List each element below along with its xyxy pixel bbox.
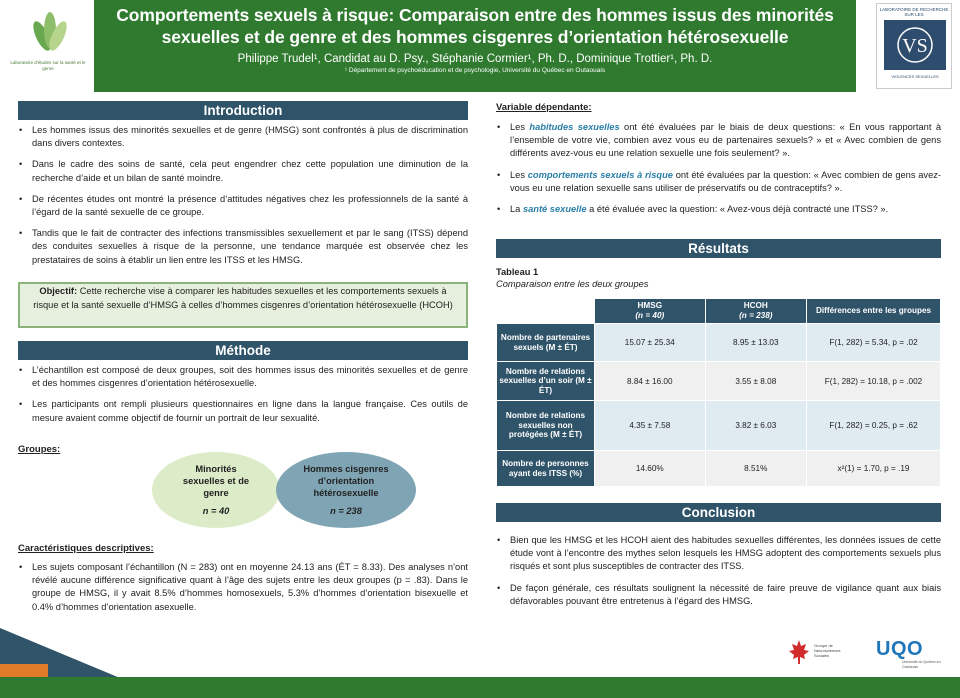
table-row <box>497 362 941 401</box>
objective-box <box>18 282 468 328</box>
header <box>0 0 960 92</box>
group-n: n = 40 <box>202 506 230 516</box>
results-table <box>496 298 941 487</box>
row-label: Nombre de relations sexuelles non protégées (M ± ÉT) <box>497 401 595 451</box>
cell-diff: F(1, 282) = 5.34, p = .02 <box>807 324 941 362</box>
introduction-bullet: • Tandis que le fait de contracter des infections transmissibles sexuellement et par le sang (ITSS) dépend des conduites sexuelles à risque de la personne, une tendance marquée est observée chez les prestataires de soins à établir un lien entre les ITSS et les HMSG. <box>18 227 468 267</box>
grn-logo-text: Groupe de Neurosciences Sociales <box>814 643 841 658</box>
bullet-text: ont été évaluées par le biais de deux questions: « En vous rapportant à l’ensemble de votre vie, combien avez vous eu de partenaires sexuels? » et « Avec combien de gens différents avez-vous eu une relation sexuelle une fois seulement? ». <box>510 122 941 159</box>
conclusion-bullet: • Bien que les HMSG et les HCOH aient des habitudes sexuelles différentes, les données issues de cette étude vont à l’encontre des mythes selon lesquels les HMSG adoptent des comportements sexuels plus risqués et sont plus susceptibles de contracter des ITSS. <box>496 534 941 574</box>
cell-hcoh: 8.51% <box>705 451 806 487</box>
introduction-bullet: • Dans le cadre des soins de santé, cela peut engendrer chez cette population une diminution de la recherche d’aide et un bilan de santé moindre. <box>18 158 468 184</box>
col-header-text: HCOH <box>743 301 768 310</box>
col-header-hmsg <box>595 299 706 324</box>
row-label: Nombre de partenaires sexuels (M ± ÉT) <box>497 324 595 362</box>
lab-logo-caption: Laboratoire d'études sur la santé et le genre <box>10 60 86 71</box>
highlight-text: santé sexuelle <box>522 204 587 215</box>
cell-hcoh: 8.95 ± 13.03 <box>705 324 806 362</box>
uqo-logo: UQO <box>876 638 924 660</box>
footer-bar <box>0 677 960 698</box>
table-header-row <box>497 299 941 324</box>
caracteristiques-bullet: • Les sujets composant l’échantillon (N = 283) ont en moyenne 24.13 ans (ÉT = 8.33). Des analyses n’ont révélé aucune différence significative quant à l’âge des sujets entre les deux groupes (p = .83). Dans le groupe de HMSG, il y avait 8.5% d’hommes homosexuels, 5.3% d’hommes d’orientation bisexuelle et 0.4% d’hommes d’orientation asexuelle. <box>18 561 468 614</box>
cell-hmsg: 8.84 ± 16.00 <box>595 362 706 401</box>
vs-monogram-icon <box>884 20 946 70</box>
caracteristiques-label: Caractéristiques descriptives: <box>18 543 154 554</box>
group-name: Hommes cisgenres d’orientation hétérosexuelle <box>303 464 389 498</box>
maple-leaf-icon <box>787 638 811 666</box>
introduction-list <box>18 124 468 275</box>
col-header-diff: Différences entre les groupes <box>807 299 941 324</box>
groupes-label: Groupes: <box>18 444 61 455</box>
variable-bullet <box>496 203 941 216</box>
group-ellipse-hmsg <box>152 452 280 528</box>
methode-list <box>18 364 468 433</box>
resultats-heading: Résultats <box>496 239 941 258</box>
methode-bullet: • Les participants ont rempli plusieurs questionnaires en ligne dans la langue française. Ces outils de mesure avaient comme objectif de fournir un portrait de leur sexualité. <box>18 398 468 424</box>
poster-title-line-2: sexuelles et de genre et des hommes cisgenres d’orientation hétérosexuelle <box>161 27 789 47</box>
cell-hcoh: 3.55 ± 8.08 <box>705 362 806 401</box>
cell-diff: F(1, 282) = 0.25, p = .62 <box>807 401 941 451</box>
cell-hmsg: 4.35 ± 7.58 <box>595 401 706 451</box>
bullet-text: ont été évaluées par la question: « Avec combien de gens avez-vous eu une relation sexuelle sans utiliser de préservatifs ou de contraceptifs? ». <box>510 169 941 193</box>
uqo-logo-subtitle: Université du Québec en Outaouais <box>902 660 941 669</box>
variable-bullet <box>496 169 941 195</box>
col-header-n: (n = 238) <box>739 311 773 320</box>
variable-bullet <box>496 121 941 161</box>
table-number: Tableau 1 <box>496 267 539 277</box>
lab-logo <box>6 6 90 86</box>
corner-accent <box>0 664 48 678</box>
variable-list <box>496 121 941 224</box>
objective-text: Cette recherche vise à comparer les habitudes sexuelles et les comportements sexuels à risque et la santé sexuelle d’HMSG à celles d’hommes cisgenres d’orientation hétérosexuelle (HCOH) <box>33 286 453 310</box>
methode-bullet: • L’échantillon est composé de deux groupes, soit des hommes issus des minorités sexuelles et de genre et des hommes cisgenres d’orientation hétérosexuelle. <box>18 364 468 390</box>
bullet-text: a été évaluée avec la question: « Avez-vous déjà contracté une ITSS? ». <box>586 204 889 215</box>
variable-dependante-label: Variable dépendante: <box>496 102 592 113</box>
bullet-text: Les <box>510 122 530 132</box>
vs-monogram-text: VS <box>902 35 928 57</box>
caracteristiques-list <box>18 561 468 622</box>
col-header-n: (n = 40) <box>635 311 665 320</box>
group-n: n = 238 <box>330 506 362 516</box>
conclusion-bullet: • De façon générale, ces résultats soulignent la nécessité de faire preuve de vigilance quant aux biais défavorables pouvant être entretenus à l’égard des HMSG. <box>496 582 941 608</box>
row-label: Nombre de personnes ayant des ITSS (%) <box>497 451 595 487</box>
cell-hmsg: 15.07 ± 25.34 <box>595 324 706 362</box>
table-row <box>497 451 941 487</box>
leaf-logo-icon <box>6 6 90 62</box>
conclusion-heading: Conclusion <box>496 503 941 522</box>
lrvs-logo <box>876 3 952 89</box>
group-ellipse-hcoh <box>276 452 416 528</box>
highlight-text: comportements sexuels à risque <box>527 169 673 180</box>
conclusion-list <box>496 534 941 616</box>
table-row <box>497 324 941 362</box>
highlight-text: habitudes sexuelles <box>529 122 620 132</box>
table-title: Comparaison entre les deux groupes <box>496 279 649 289</box>
bullet-text: Les <box>510 169 528 180</box>
poster-title-line-1: Comportements sexuels à risque: Comparaison entre des hommes issus des minorités <box>116 5 834 25</box>
table-row <box>497 401 941 451</box>
table-corner-cell <box>497 299 595 324</box>
introduction-bullet: • De récentes études ont montré la présence d’attitudes négatives chez les professionnels de la santé à l’égard de la santé sexuelle de ce groupe. <box>18 193 468 219</box>
authors: Philippe Trudel¹, Candidat au D. Psy., Stéphanie Cormier¹, Ph. D., Dominique Trottier¹, Ph. D. <box>237 53 713 65</box>
cell-diff: F(1, 282) = 10.18, p = .002 <box>807 362 941 401</box>
title-box <box>94 0 856 92</box>
col-header-text: HMSG <box>637 301 663 310</box>
introduction-bullet: • Les hommes issus des minorités sexuelles et de genre (HMSG) sont confrontés à plus de discrimination dans divers contextes. <box>18 124 468 150</box>
col-header-hcoh <box>705 299 806 324</box>
bullet-text: La <box>510 204 523 215</box>
cell-hmsg: 14.60% <box>595 451 706 487</box>
introduction-heading: Introduction <box>18 101 468 120</box>
caracteristiques-label-text: Caractéristiques descriptives <box>18 543 151 554</box>
lrvs-logo-mark <box>884 20 946 70</box>
methode-heading: Méthode <box>18 341 468 360</box>
cell-diff: x²(1) = 1.70, p = .19 <box>807 451 941 487</box>
row-label: Nombre de relations sexuelles d’un soir (M ± ÉT) <box>497 362 595 401</box>
lrvs-logo-head: LABORATOIRE DE RECHERCHE SUR LES <box>879 7 949 17</box>
affiliation: ¹ Département de psychoéducation et de psychologie, Université du Québec en Outaouais <box>344 67 606 74</box>
cell-hcoh: 3.82 ± 6.03 <box>705 401 806 451</box>
lrvs-logo-foot: VIOLENCES SEXUELLES <box>891 74 939 79</box>
group-name: Minorités sexuelles et de genre <box>182 464 250 498</box>
objective-label: Objectif: <box>39 286 78 296</box>
